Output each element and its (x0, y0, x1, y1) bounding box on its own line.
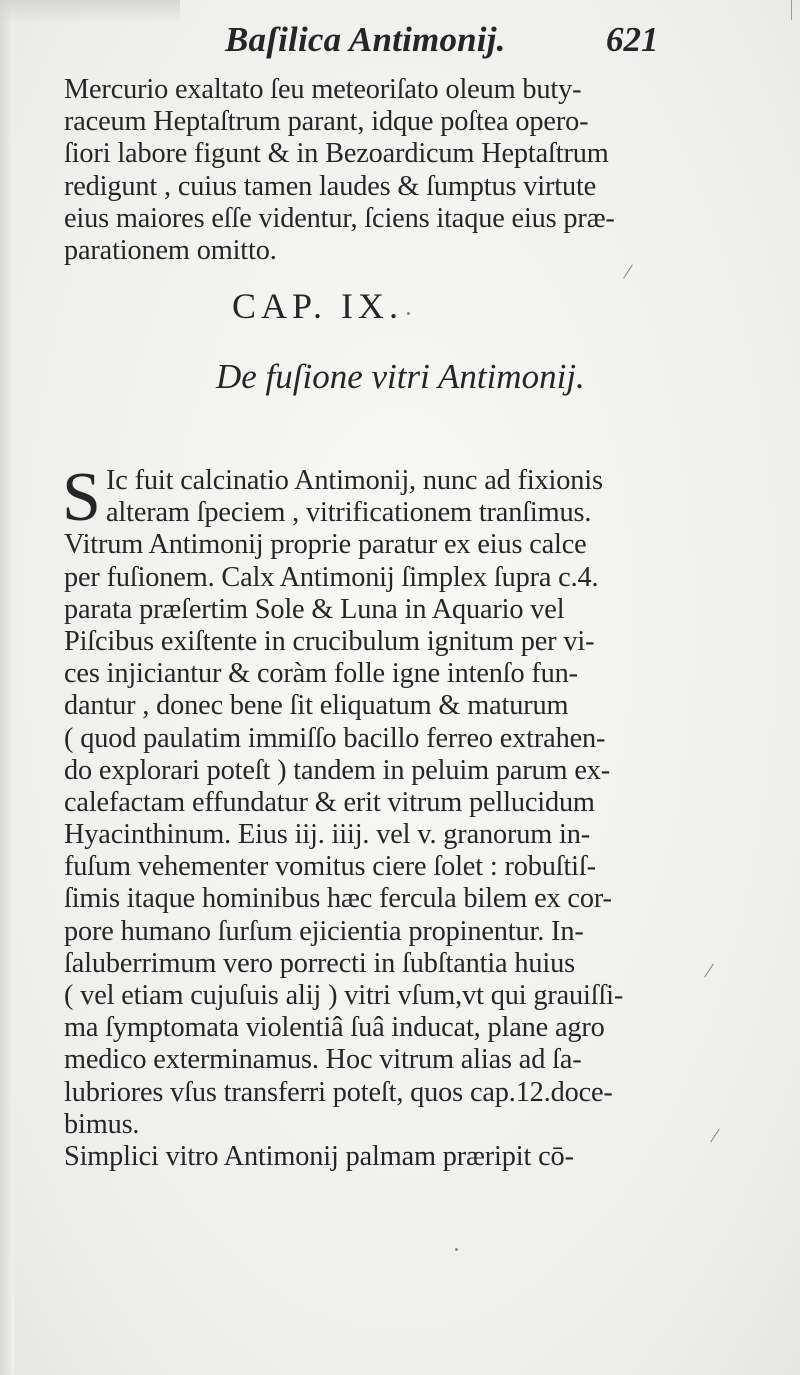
body-line: ma ſymptomata violentiâ ſuâ inducat, plane agro (64, 1012, 605, 1044)
body-line: ( quod paulatim immiſſo bacillo ferreo extrahen- (64, 722, 606, 754)
body-line: per fuſionem. Calx Antimonij ſimplex ſupra c.4. (64, 561, 599, 593)
chapter-number: CAP. IX. (232, 286, 404, 326)
drop-cap: S (62, 459, 101, 536)
body-line: dantur , donec bene ſit eliquatum & maturum (64, 690, 569, 722)
body-line: calefactam effundatur & erit vitrum pellucidum (64, 786, 595, 818)
body-line: fuſum vehementer vomitus ciere ſolet : robuſtiſ- (64, 851, 596, 883)
body-line: Hyacinthinum. Eius iij. iiij. vel v. granorum in- (64, 819, 591, 851)
catchword-line: Simplici vitro Antimonij palmam præripit cō- (64, 1140, 574, 1172)
intro-line: parationem omitto. (64, 234, 277, 266)
chapter-title: De fuſione vitri Antimonij. (216, 357, 585, 396)
body-line: ſaluberrimum vero porrecti in ſubſtantia huius (64, 947, 575, 979)
paper-speck (407, 312, 410, 315)
body-line: do explorari poteſt ) tandem in peluim parum ex- (64, 754, 610, 786)
body-line: ( vel etiam cujuſuis alij ) vitri vſum,vt qui grauiſſi- (64, 980, 624, 1011)
intro-line: Mercurio exaltato ſeu meteoriſato oleum buty- (64, 74, 582, 105)
page-header (0, 20, 800, 60)
chapter-body (62, 459, 724, 1173)
intro-line: raceum Heptaſtrum parant, idque poſtea opero- (64, 106, 589, 138)
intro-line: redigunt , cuius tamen laudes & ſumptus virtute (64, 170, 597, 202)
body-line: lubriores vſus transferri poteſt, quos cap.12.doce- (64, 1076, 613, 1108)
body-line: pore humano ſurſum ejicientia propinentur. In- (64, 915, 584, 947)
body-line: Ic fuit calcinatio Antimonij, nunc ad fixionis (106, 465, 603, 496)
running-title: Baſilica Antimonij. (225, 20, 506, 59)
page-left-edge (0, 0, 14, 1375)
body-line: ces injiciantur & coràm folle igne intenſo fun- (64, 658, 578, 690)
body-line: Piſcibus exiſtente in crucibulum ignitum per vi- (64, 625, 595, 657)
right-margin-mark (791, 0, 792, 20)
paper-speck (455, 1248, 458, 1251)
body-line: parata præſertim Sole & Luna in Aquario vel (64, 593, 565, 625)
body-line: bimus. (64, 1108, 140, 1140)
body-line: ſimis itaque hominibus hæc fercula bilem ex cor- (64, 883, 612, 915)
intro-line: eius maiores eſſe videntur, ſciens itaque eius præ- (64, 202, 615, 234)
page-number: 621 (606, 20, 659, 59)
intro-paragraph (64, 74, 724, 267)
intro-line: ſiori labore figunt & in Bezoardicum Heptaſtrum (64, 138, 609, 170)
body-line: alteram ſpeciem , vitrificationem tranſimus. (106, 497, 592, 529)
body-line: medico exterminamus. Hoc vitrum alias ad ſa- (64, 1044, 582, 1076)
body-line: Vitrum Antimonij proprie paratur ex eius calce (64, 529, 587, 561)
